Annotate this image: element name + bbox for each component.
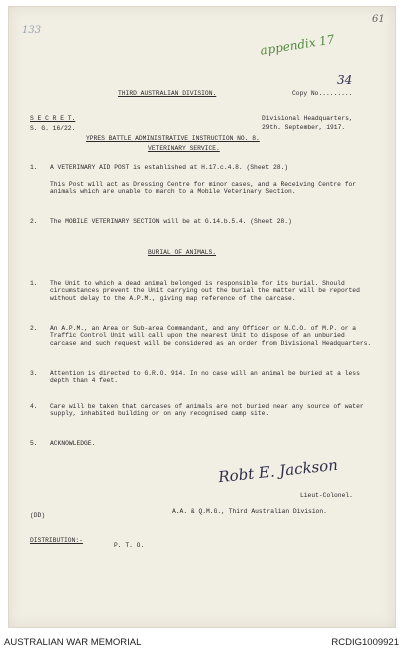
- burial-item-number: 5.: [30, 440, 38, 447]
- burial-item-number: 3.: [30, 370, 38, 377]
- hq-line: Divisional Headquarters,: [262, 115, 353, 122]
- burial-item-text: Care will be taken that carcases of animals are not buried near any source of water supply, inhabited building or on any recognised camp site.: [50, 403, 364, 418]
- record-id: RCDIG1009921: [331, 637, 399, 648]
- division-heading: THIRD AUSTRALIAN DIVISION.: [118, 90, 217, 97]
- typist-initials: (DD): [30, 512, 46, 519]
- please-turn-over: P. T. O.: [114, 542, 145, 549]
- appendix-annotation: appendix 17: [259, 32, 336, 58]
- copy-number: Copy No.........: [292, 90, 353, 97]
- burial-item-text: An A.P.M., an Area or Sub-area Commandant, and any Officer or N.C.O. of M.P. or a Traffic Control Unit will call upon the nearest Unit to dispose of an unburied carcase and such request will be considered as an order from Divisional Headquarters.: [50, 325, 372, 347]
- document-page: [8, 6, 396, 628]
- archive-credit: AUSTRALIAN WAR MEMORIAL: [4, 637, 142, 648]
- burial-item-text: Attention is directed to G.R.O. 914. In no case will an animal be buried at a less depth than 4 feet.: [50, 370, 360, 385]
- item-text: The MOBILE VETERINARY SECTION will be at G.14.b.5.4. (Sheet 28.): [50, 218, 292, 225]
- burial-item-number: 2.: [30, 325, 38, 332]
- signatory-appointment: A.A. & Q.M.G., Third Australian Division.: [172, 508, 327, 515]
- classification: S E C R E T.: [30, 115, 76, 122]
- document-subtitle: VETERINARY SERVICE.: [148, 145, 220, 152]
- item-number: 2.: [30, 218, 38, 225]
- distribution-label: DISTRIBUTION:-: [30, 537, 83, 544]
- burial-heading: BURIAL OF ANIMALS.: [148, 249, 217, 256]
- page-number-left: 133: [22, 25, 42, 36]
- copy-number-handwritten: 34: [337, 73, 353, 87]
- burial-item-number: 1.: [30, 280, 38, 287]
- burial-item-text: The Unit to which a dead animal belonged is responsible for its burial. Should circumstances prevent the Unit carrying out the burial the matter will be reported without delay to the A.P.M., giving map reference of the carcase.: [50, 280, 360, 302]
- signatory-rank: Lieut-Colonel.: [300, 492, 353, 499]
- document-title: YPRES BATTLE ADMINISTRATIVE INSTRUCTION NO. 8.: [86, 135, 260, 142]
- item-text: A VETERINARY AID POST is established at H.17.c.4.8. (Sheet 28.): [50, 164, 289, 171]
- burial-item-text: ACKNOWLEDGE.: [50, 440, 96, 447]
- document-date: 29th. September, 1917.: [262, 124, 346, 131]
- reference-number: S. G. 16/22.: [30, 125, 76, 132]
- item-continuation: This Post will act as Dressing Centre for minor cases, and a Receiving Centre for animals which are unable to march to a Mobile Veterinary Section.: [50, 181, 357, 196]
- signature: Robt E. Jackson: [217, 455, 339, 487]
- page-number-right: 61: [372, 14, 385, 25]
- burial-item-number: 4.: [30, 403, 38, 410]
- item-number: 1.: [30, 164, 38, 171]
